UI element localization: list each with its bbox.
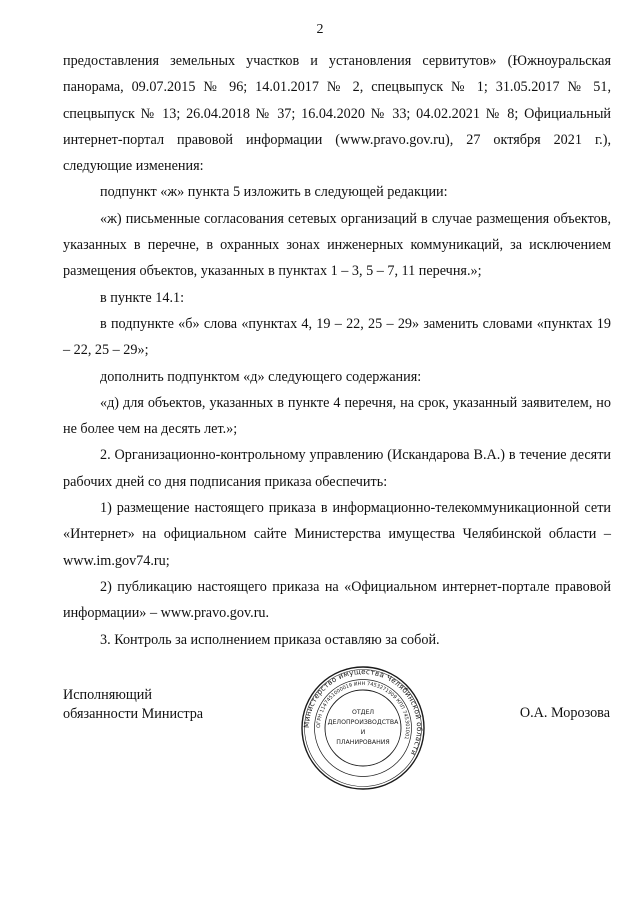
stamp-center-line3: И bbox=[360, 729, 366, 736]
paragraph-point-14-1: в пункте 14.1: bbox=[100, 289, 185, 306]
paragraph-item-2-2: 2) публикацию настоящего приказа на «Официальном интернет-портале правовой информации» – www.pravo.gov.ru. bbox=[63, 578, 611, 622]
stamp-inner-text: ОГРН 1147451000019 ИНН 7453271909 КПП 745301001 bbox=[315, 680, 411, 741]
stamp-center-line2: ДЕЛОПРОИЗВОДСТВА bbox=[327, 719, 399, 726]
document-body bbox=[63, 48, 611, 653]
signatory-title bbox=[63, 686, 203, 724]
stamp-center-line1: ОТДЕЛ bbox=[351, 709, 375, 716]
paragraph-zh-text: «ж) письменные согласования сетевых организаций в случае размещения объектов, указанных в перечне, в охранных зонах инженерных коммуникаций, за исключением размещения объектов, указанных в пунктах 1 – 3, 5 – 7, 11 перечня.»; bbox=[63, 210, 611, 280]
paragraph-intro: предоставления земельных участков и установления сервитутов» (Южноуральская панорама, 09.07.2015 № 96; 14.01.2017 № 2, спецвыпуск № 1; 31.05.2017 № 51, спецвыпуск № 13; 26.04.2018 № 37; 16.04.2020 № 33; 04.02.2021 № 8; Официальный интернет-портал правовой информации (www.pravo.gov.ru), 27 октября 2021 г.), следующие изменения: bbox=[63, 53, 611, 175]
official-stamp bbox=[300, 665, 426, 791]
paragraph-item-3: 3. Контроль за исполнением приказа оставляю за собой. bbox=[100, 631, 440, 648]
page-number: 2 bbox=[316, 22, 324, 37]
stamp-outer-text: Министерство имущества Челябинской области bbox=[301, 666, 425, 758]
paragraph-d-text: «д) для объектов, указанных в пункте 4 перечня, на срок, указанный заявителем, но не более чем на десять лет.»; bbox=[63, 394, 611, 438]
paragraph-subitem-zh: подпункт «ж» пункта 5 изложить в следующей редакции: bbox=[100, 184, 448, 201]
paragraph-add-d: дополнить подпунктом «д» следующего содержания: bbox=[100, 368, 422, 385]
signatory-name: О.А. Морозова bbox=[519, 705, 610, 721]
paragraph-item-2: 2. Организационно-контрольному управлению (Искандарова В.А.) в течение десяти рабочих дней со дня подписания приказа обеспечить: bbox=[63, 447, 611, 490]
stamp-center-line4: ПЛАНИРОВАНИЯ bbox=[336, 739, 390, 746]
signatory-title-line1: Исполняющий bbox=[63, 687, 152, 703]
paragraph-subitem-b: в подпункте «б» слова «пунктах 4, 19 – 22, 25 – 29» заменить словами «пунктах 19 – 22, 25 – 29»; bbox=[63, 315, 611, 359]
paragraph-item-2-1: 1) размещение настоящего приказа в информационно-телекоммуникационной сети «Интернет» на официальном сайте Министерства имущества Челябинской области – www.im.gov74.ru; bbox=[63, 500, 611, 569]
signatory-title-line2: обязанности Министра bbox=[63, 706, 204, 722]
